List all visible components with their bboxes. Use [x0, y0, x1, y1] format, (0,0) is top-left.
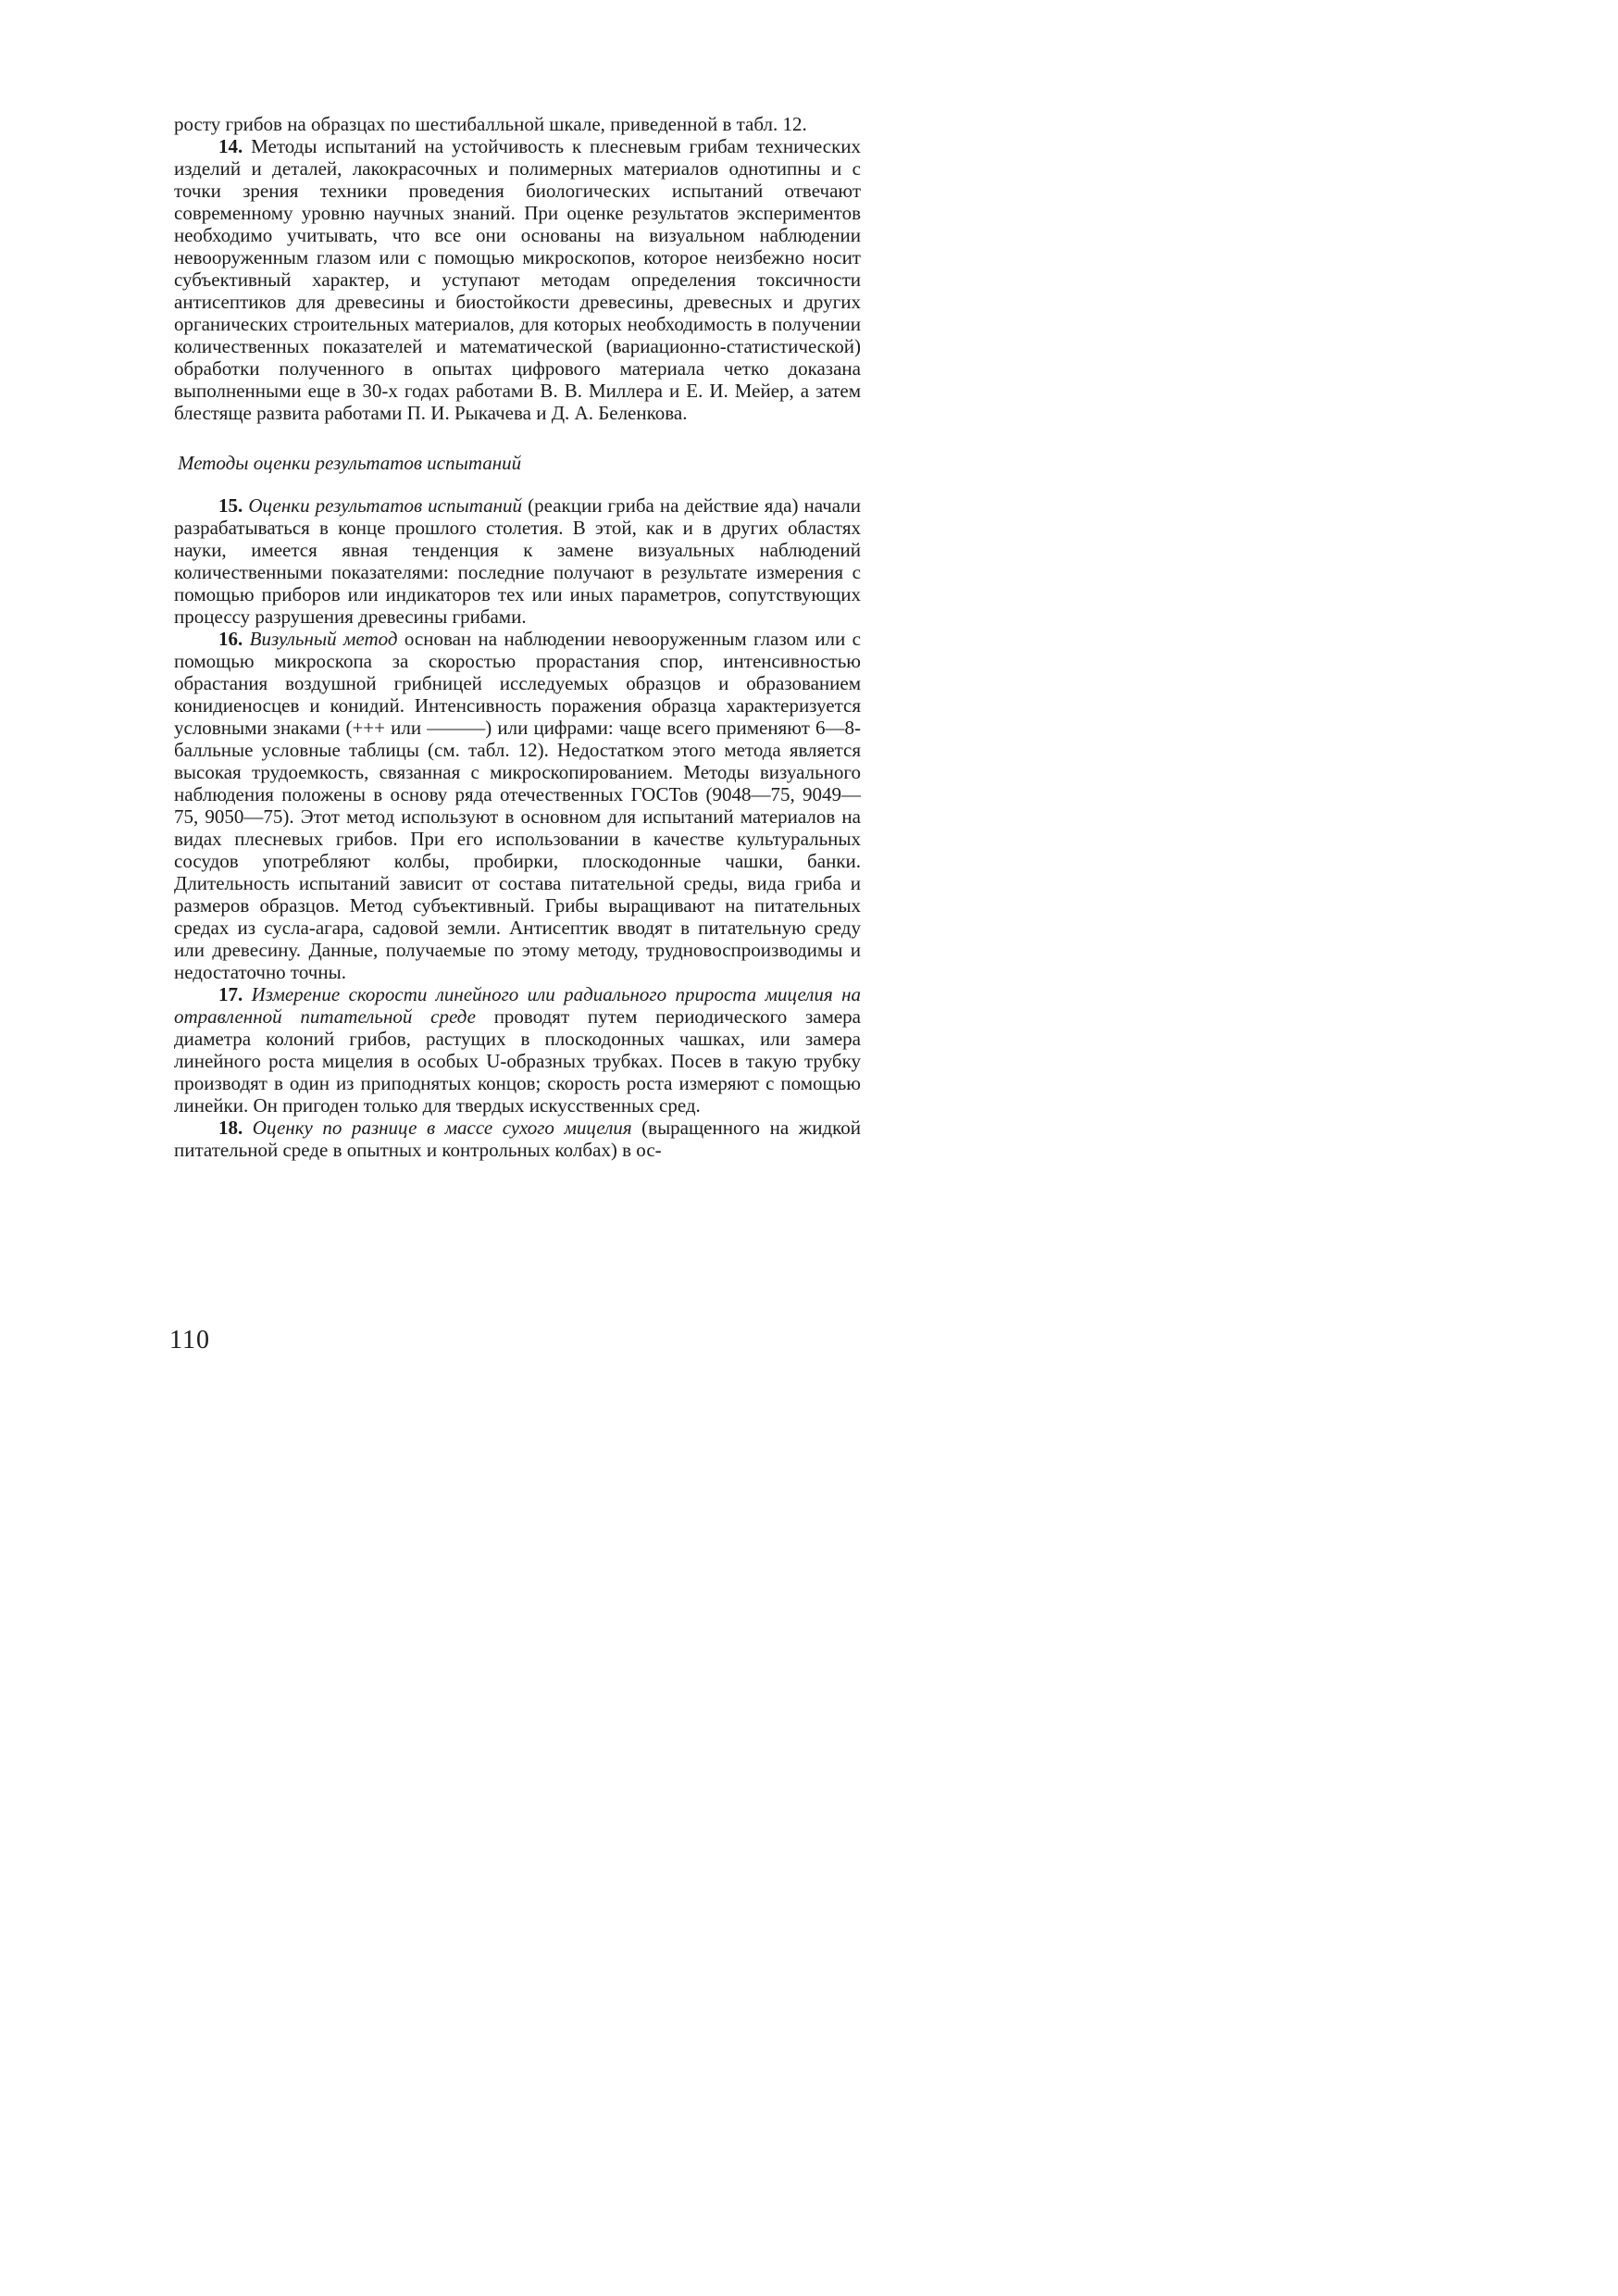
section-heading: Методы оценки результатов испытаний: [178, 452, 522, 474]
paragraph-number: 16.: [218, 628, 243, 650]
paragraph-14: 14. Методы испытаний на устойчивость к плесневым грибам технических изделий и деталей, лакокрасочных и полимерных материалов однотипны и с точки зрения техники проведения биологических испытаний отвечают современному уровню научных знаний. При оценке результатов экспериментов необходимо учитывать, что все они основаны на визуальном наблюдении невооруженным глазом или с помощью микроскопов, которое неизбежно носит субъективный характер, и уступают методам определения токсичности антисептиков для древесины и биостойкости древесины, древесных и других органических строительных материалов, для которых необходимость в получении количественных показателей и математической (вариационно-статистической) обработки полученного в опытах цифрового материала четко доказана выполненными еще в 30-х годах работами В. В. Миллера и Е. И. Мейер, а затем блестяще развита работами П. И. Рыкачева и Д. А. Беленкова.: [174, 135, 862, 424]
paragraph-17: 17. Измерение скорости линейного или радиального прироста мицелия на отравленной питательной среде проводят путем периодического замера диаметра колоний грибов, растущих в плоскодонных чашках, или замера линейного роста мицелия в особых U-образных трубках. Посев в такую трубку производят в один из приподнятых концов; скорость роста измеряют с помощью линейки. Он пригоден только для твердых искусственных сред.: [174, 983, 861, 1117]
paragraph-term: Оценки результатов испытаний: [248, 494, 523, 517]
paragraph-term: Измерение скорости линейного или радиального прироста мицелия на отравленной питательной среде: [174, 983, 861, 1028]
paragraph-number: 18.: [218, 1117, 243, 1139]
paragraph-16: 16. Визульный метод основан на наблюдении невооруженным глазом или с помощью микроскопа за скоростью прорастания спор, интенсивностью обрастания воздушной грибницей исследуемых образцов и образованием конидиеносцев и конидий. Интенсивность поражения образца характеризуется условными знаками (+++ или ———) или цифрами: чаще всего применяют 6—8-балльные условные таблицы (см. табл. 12). Недостатком этого метода является высокая трудоемкость, связанная с микроскопированием. Методы визуального наблюдения положены в основу ряда отечественных ГОСТов (9048—75, 9049—75, 9050—75). Этот метод используют в основном для испытаний материалов на видах плесневых грибов. При его использовании в качестве культуральных сосудов употребляют колбы, пробирки, плоскодонные чашки, банки. Длительность испытаний зависит от состава питательной среды, вида гриба и размеров образцов. Метод субъективный. Грибы выращивают на питательных средах из сусла-агара, садовой земли. Антисептик вводят в питательную среду или древесину. Данные, получаемые по этому методу, трудновоспроизводимы и недостаточно точны.: [174, 628, 861, 983]
continuation-paragraph: росту грибов на образцах по шестибалльной шкале, приведенной в табл. 12.: [174, 113, 807, 135]
paragraph-term: Визульный метод: [249, 628, 398, 650]
paragraph-term: Оценку по разнице в массе сухого мицелия: [252, 1117, 632, 1139]
paragraph-number: 14.: [218, 135, 243, 157]
paragraph-18: 18. Оценку по разнице в массе сухого мицелия (выращенного на жидкой питательной среде в опытных и контрольных колбах) в ос-: [174, 1117, 862, 1161]
paragraph-number: 15.: [218, 494, 243, 517]
paragraph-number: 17.: [218, 983, 243, 1005]
page-body: [174, 113, 861, 1161]
page-number: 110: [169, 1326, 210, 1354]
paragraph-15: 15. Оценки результатов испытаний (реакции гриба на действие яда) начали разрабатываться в конце прошлого столетия. В этой, как и в других областях науки, имеется явная тенденция к замене визуальных наблюдений количественными показателями: последние получают в результате измерения с помощью приборов или индикаторов тех или иных параметров, сопутствующих процессу разрушения древесины грибами.: [174, 494, 862, 628]
